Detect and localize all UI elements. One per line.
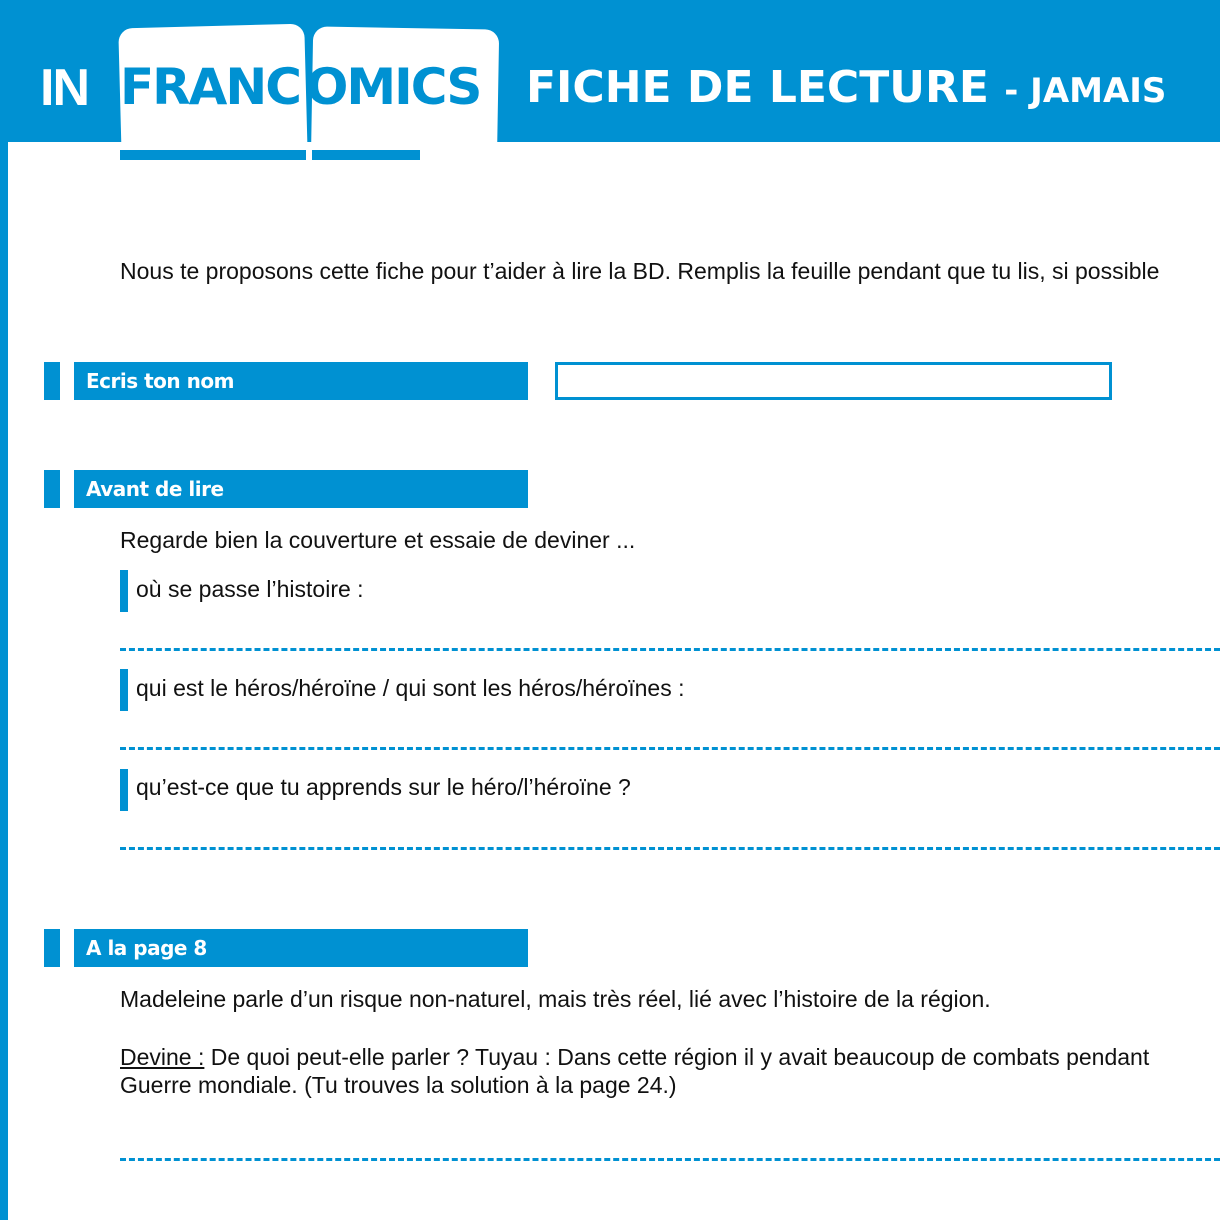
logo-fragment: IN	[40, 59, 88, 117]
section-header-before: Avant de lire	[74, 470, 528, 508]
logo-stripe-right	[312, 150, 420, 160]
name-input[interactable]	[555, 362, 1112, 400]
section-marker-before	[44, 470, 60, 508]
devine-text: De quoi peut-elle parler ? Tuyau : Dans cette région il y avait beaucoup de combats pendant	[204, 1044, 1150, 1070]
page8-devine	[120, 1043, 1149, 1071]
speech-tail-icon	[420, 150, 470, 196]
logo-word-franc: FRANC	[120, 58, 300, 116]
question-learn: qu’est-ce que tu apprends sur le héro/l’héroïne ?	[136, 774, 631, 800]
left-border	[0, 142, 8, 1220]
logo-word-omics: OMICS	[305, 58, 481, 116]
question-where: où se passe l’histoire :	[136, 576, 364, 602]
answer-line-page8[interactable]	[120, 1158, 1220, 1161]
section-header-name: Ecris ton nom	[74, 362, 528, 400]
before-prompt: Regarde bien la couverture et essaie de deviner ...	[120, 527, 636, 553]
section-marker-name	[44, 362, 60, 400]
answer-line-where[interactable]	[120, 648, 1220, 651]
logo-wordmark	[120, 58, 500, 116]
logo-stripe-left	[120, 150, 306, 160]
page8-text: Madeleine parle d’un risque non-naturel, mais très réel, lié avec l’histoire de la région.	[120, 986, 991, 1012]
page-title-suffix: - JAMAIS	[1004, 71, 1167, 111]
answer-line-learn[interactable]	[120, 847, 1220, 850]
page8-devine-line2: Guerre mondiale. (Tu trouves la solution à la page 24.)	[120, 1072, 677, 1098]
question-hero: qui est le héros/héroïne / qui sont les héros/héroïnes :	[136, 675, 685, 701]
page-title-main: FICHE DE LECTURE	[526, 62, 989, 113]
devine-label: Devine :	[120, 1044, 205, 1070]
question-bar	[120, 769, 128, 811]
question-bar	[120, 570, 128, 612]
answer-line-hero[interactable]	[120, 747, 1220, 750]
section-header-page8: A la page 8	[74, 929, 528, 967]
intro-text: Nous te proposons cette fiche pour t’aider à lire la BD. Remplis la feuille pendant que tu lis, si possible	[120, 258, 1160, 284]
question-bar	[120, 669, 128, 711]
page-title	[526, 62, 1167, 113]
section-marker-page8	[44, 929, 60, 967]
